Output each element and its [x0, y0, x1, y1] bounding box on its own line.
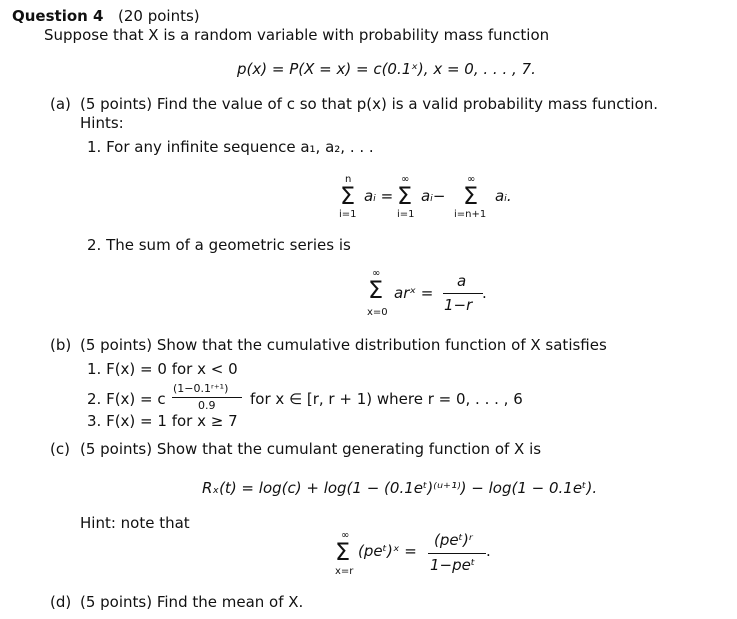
geo-numerator: a [457, 272, 467, 290]
fraction-bar [172, 397, 242, 398]
question-title: Question 4 [12, 7, 104, 25]
part-b-marker: (b) [50, 336, 72, 354]
hint1-text: 1. For any infinite sequence a₁, a₂, . . . [87, 138, 374, 156]
cdf-item-2-numerator: (1−0.1ʳ⁺¹) [173, 382, 229, 395]
sum3-term: aᵢ. [495, 187, 512, 205]
part-c-hint-label: Hint: note that [80, 514, 190, 532]
geo-sum-upper: ∞ [372, 268, 381, 279]
pmf-formula: p(x) = P(X = x) = c(0.1ˣ), x = 0, . . . , 7. [237, 60, 536, 78]
cdf-item-3: 3. F(x) = 1 for x ≥ 7 [87, 412, 238, 430]
cdf-item-2-range: for x ∈ [r, r + 1) where r = 0, . . . , 6 [250, 390, 523, 408]
part-a-marker: (a) [50, 95, 71, 113]
hint-period: . [486, 542, 491, 560]
geo-denominator: 1−r [444, 296, 473, 314]
sigma-symbol: Σ [397, 182, 413, 210]
sum1-term: aᵢ = [364, 187, 394, 205]
part-d-text: (5 points) Find the mean of X. [80, 593, 304, 611]
sum2-term: aᵢ− [421, 187, 446, 205]
hint-sum-upper: ∞ [341, 530, 350, 541]
sigma-symbol: Σ [340, 182, 356, 210]
sum3-upper: ∞ [467, 174, 476, 185]
sum1-upper: n [345, 174, 352, 185]
part-c-marker: (c) [50, 440, 70, 458]
part-a-text: (5 points) Find the value of c so that p(x) is a valid probability mass function. [80, 95, 659, 113]
sum1-lower: i=1 [339, 209, 357, 220]
hint-term: (peᵗ)ˣ = [358, 542, 417, 560]
geo-sum-lower: x=0 [367, 307, 388, 318]
hints-label: Hints: [80, 114, 124, 132]
cdf-item-2-lead: 2. F(x) = c [87, 390, 166, 408]
part-c-text: (5 points) Show that the cumulant generating function of X is [80, 440, 542, 458]
fraction-bar [443, 293, 483, 294]
cdf-item-2-denominator: 0.9 [198, 399, 216, 412]
sum2-lower: i=1 [397, 209, 415, 220]
sum2-upper: ∞ [401, 174, 410, 185]
cdf-item-1: 1. F(x) = 0 for x < 0 [87, 360, 238, 378]
part-b-text: (5 points) Show that the cumulative distribution function of X satisfies [80, 336, 607, 354]
sigma-symbol: Σ [335, 538, 351, 566]
sigma-symbol: Σ [368, 276, 384, 304]
hint2-text: 2. The sum of a geometric series is [87, 236, 351, 254]
fraction-bar [428, 553, 486, 554]
sigma-symbol: Σ [463, 182, 479, 210]
geo-period: . [482, 284, 487, 302]
sum3-lower: i=n+1 [454, 209, 487, 220]
question-points: (20 points) [118, 7, 200, 25]
hint-sum-lower: x=r [335, 566, 354, 577]
cgf-equation: Rₓ(t) = log(c) + log(1 − (0.1eᵗ)⁽ᵘ⁺¹⁾) − log(1 − 0.1eᵗ). [202, 479, 598, 497]
hint-numerator: (peᵗ)ʳ [434, 531, 473, 549]
hint-denominator: 1−peᵗ [430, 556, 476, 574]
part-d-marker: (d) [50, 593, 72, 611]
intro-text: Suppose that X is a random variable with probability mass function [44, 26, 550, 44]
geo-term: arˣ = [394, 284, 434, 302]
